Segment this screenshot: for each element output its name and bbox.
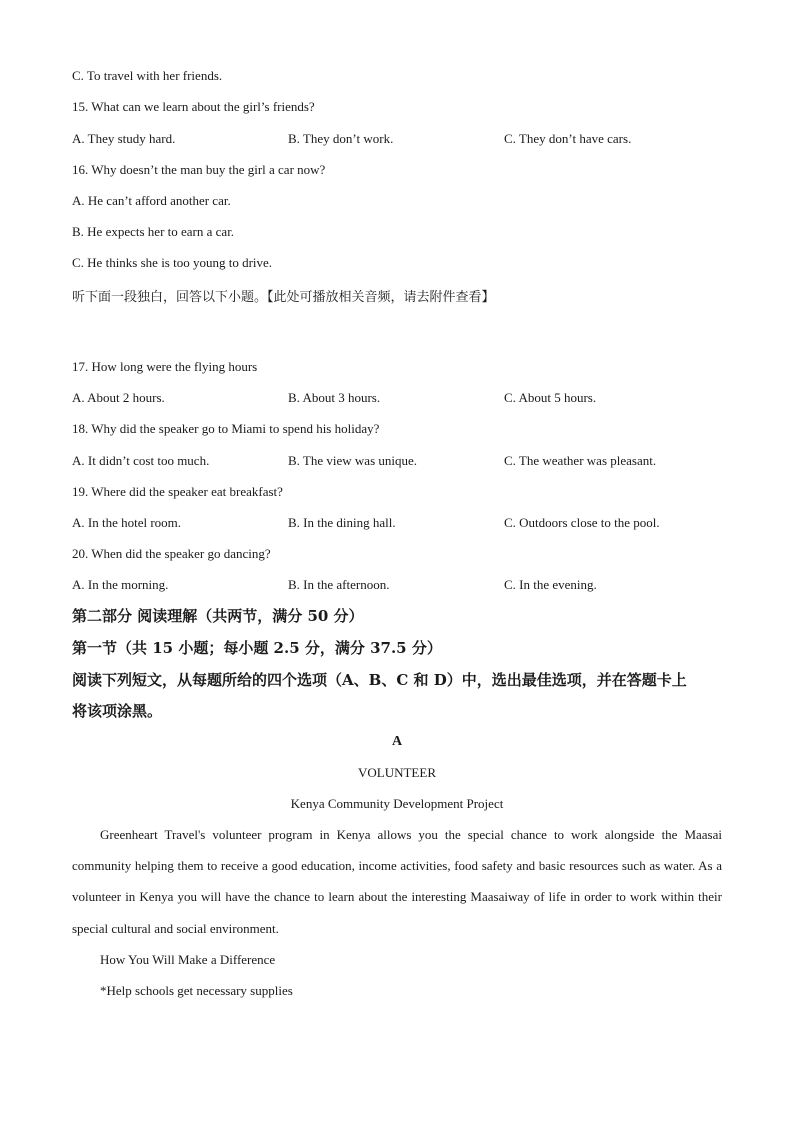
q19-stem: 19. Where did the speaker eat breakfast? xyxy=(72,484,283,499)
q20-option-a: A. In the morning. xyxy=(72,577,169,592)
reading-instruction-line1: 阅读下列短文，从每题所给的四个选项（A、B、C 和 D）中，选出最佳选项，并在答题卡上 xyxy=(72,671,687,689)
q20-stem: 20. When did the speaker go dancing? xyxy=(72,546,271,561)
q20-option-c: C. In the evening. xyxy=(504,577,597,592)
q17-option-c: C. About 5 hours. xyxy=(504,390,597,405)
q19-option-a: A. In the hotel room. xyxy=(72,515,182,530)
reading-instruction-line2: 将该项涂黑。 xyxy=(72,702,163,720)
passage-title: VOLUNTEER xyxy=(358,765,436,780)
passage-letter: A xyxy=(391,734,403,749)
q17-option-a: A. About 2 hours. xyxy=(72,390,165,405)
q18-stem: 18. Why did the speaker go to Miami to spend his holiday? xyxy=(72,421,380,436)
q14-option-c: C. To travel with her friends. xyxy=(72,68,223,83)
passage-subheading: How You Will Make a Difference xyxy=(100,952,276,967)
q15-option-b: B. They don’t work. xyxy=(288,131,394,146)
q18-option-a: A. It didn’t cost too much. xyxy=(72,453,210,468)
part2-heading: 第二部分 阅读理解（共两节，满分 50 分） xyxy=(72,607,364,625)
section1-heading: 第一节（共 15 小题；每小题 2.5 分，满分 37.5 分） xyxy=(72,639,442,657)
q17-option-b: B. About 3 hours. xyxy=(288,390,381,405)
q16-stem: 16. Why doesn’t the man buy the girl a car now? xyxy=(72,162,326,177)
passage-subtitle: Kenya Community Development Project xyxy=(290,796,504,811)
q16-option-c: C. He thinks she is too young to drive. xyxy=(72,255,273,270)
q15-option-a: A. They study hard. xyxy=(72,131,176,146)
q18-option-c: C. The weather was pleasant. xyxy=(504,453,657,468)
listening-instruction: 听下面一段独白，回答以下小题。【此处可播放相关音频，请去附件查看】 xyxy=(72,290,495,305)
q15-stem: 15. What can we learn about the girl’s friends? xyxy=(72,99,315,114)
passage-paragraph-text: Greenheart Travel's volunteer program in Kenya allows you the special chance to work alongside the Maasai community helping them to receive a good education, income activities, food safety and basic resources such as water. As a volunteer in Kenya you will have the chance to learn about the interesting Maasaiway of life in order to work within their special cultural and social environment. xyxy=(72,827,722,936)
q20-option-b: B. In the afternoon. xyxy=(288,577,390,592)
q15-option-c: C. They don’t have cars. xyxy=(504,131,632,146)
passage-bullet-1: *Help schools get necessary supplies xyxy=(100,983,293,998)
passage-paragraph xyxy=(72,819,722,944)
q19-option-b: B. In the dining hall. xyxy=(288,515,396,530)
q17-stem: 17. How long were the flying hours xyxy=(72,359,258,374)
q18-option-b: B. The view was unique. xyxy=(288,453,418,468)
q19-option-c: C. Outdoors close to the pool. xyxy=(504,515,660,530)
q16-option-b: B. He expects her to earn a car. xyxy=(72,224,235,239)
q16-option-a: A. He can’t afford another car. xyxy=(72,193,231,208)
